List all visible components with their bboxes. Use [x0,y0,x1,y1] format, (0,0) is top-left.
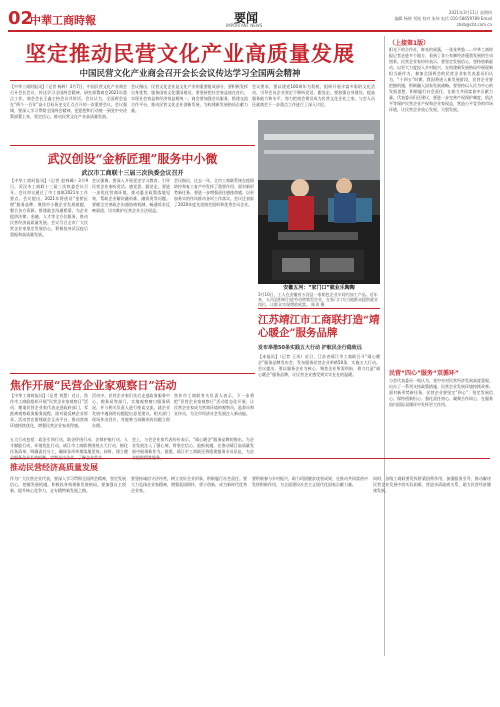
jiangsu-headline: 江苏靖江市工商联打造“靖心暖企”服务品牌 [258,314,380,339]
divider-1 [10,145,255,146]
wuhan-headline: 武汉创设“金桥匠理”服务中小微 [47,152,218,166]
section-title: 要闻 [234,11,259,25]
bottom-col-1: 作为广大民营企业代表，要深入学习贯彻全国两会精神，坚定发展信心，把握发展机遇，积极投身构建新发展格局。要加强自主创新，提升核心竞争力，走专精特新发展之路。 [10,476,126,493]
lead-col-2: 会议指出，民营文化企业是文化产业的重要组成部分，要积极发挥自身优势，服务国家文化强国建设。要坚持把社会效益放在首位，实现社会效益和经济效益相统一。商会要加强会员服务，搭建交流合作平台，推动民营文化企业创新发展，为构建新发展格局贡献力量。 [131,84,248,113]
section-title-en: IMPORTANT NEWS [226,23,263,28]
bottom-col-2: 要坚持诚信守法经营，树立良好企业形象，积极履行社会责任。要大力弘扬企业家精神，增强爱国情怀，勇于创新，成为新时代优秀企业家。 [131,476,247,493]
divider-bottom [10,458,490,459]
wuhan-col-3: 会议指出，过去一年，全市工商联系统在疫情防控和复工复产中发挥了重要作用。面对新形势新任务，要进一步增强责任感使命感，以更加务实的作风推动各项工作落实。会议还表彰了2020年度先进商会组织和优秀会员企业。 [174,178,254,207]
photo-caption: 3月10日，工人在安徽省五河县一家箱包企业车间内加工产品。近年来，五河县积极引进劳动密集型企业，在家门口为当地群众提供就业岗位，让群众实现增收致富。 陈贵 摄 [258,292,378,307]
jiangsu-subhead: 发布举措50条实践五大行动 护航民企行稳致远 [258,345,362,351]
masthead [8,8,492,32]
factory-photo [258,120,380,290]
bottom-col-3: 要积极参与乡村振兴，助力巩固脱贫攻坚成果，在推动共同富裕中发挥积极作用，为全面建设社会主义现代化国家贡献力量。 [252,476,368,487]
right-col-1: 阳光下的合作社，鲜亮的果蔬，一张张笑脸……中华工商时报记者走进多个地方，看到了非公有制经济蓬勃发展的生动图景。民营企业家纷纷表示，要坚定发展信心，坚持创新驱动，以更大力度投入乡村振兴，在构建新发展格局中展现新担当新作为。参加全国两会的民营企业家代表委员们认为，“十四五”时期，我国将进入新发展阶段，民营企业要把握机遇，积极融入国家发展战略。要坚持以人民为中心的发展思想，积极履行社会责任，在助力共同富裕中贡献力量。代表委员们还建议，要进一步完善产权保护制度，依法平等保护民营企业产权和企业家权益，营造公平竞争的市场环境，让民营企业放心发展、大胆发展。 [389,47,493,112]
right-subtitle: 民营“四心”服务“双循环” [389,370,459,377]
jiaozuo-col-3: 焦作市工商联有关负责人表示，下一步将把“民营企业家观察日”活动常态化开展，让民营企业家成为营商环境的观察员、监督员和宣传员，为全市经济社会发展注入新动能。 [174,393,254,416]
issue-contact: 编辑 杨婷 刘锐 校对 朱伟 电话 010-58659789 Email zhsb@cbt.com.cn [394,16,492,27]
lead-subhead: 中国民营文化产业商会召开会长会议传达学习全国两会精神 [79,69,301,79]
lead-rule [10,80,375,81]
jiangsu-col-2: 五大行动包括：政治引领行动、助企纾困行动、法律护航行动、人才赋能行动、环境优化行动。靖江市工商联将围绕五大行动，细化任务清单，明确责任分工，确保各项举措落地见效。同时，建立健 [10,437,128,454]
lead-col-1: 【中华工商时报讯】（记者 杨婷）3月7日，中国民营文化产业商会召开会长会议，传达学习全国两会精神，研究部署商会2021年重点工作。商会会长王鑫主持会议并讲话。会议认为，全国两会是在“两个一百年”奋斗目标历史交汇点召开的一次重要会议。会议强调，要深入学习贯彻全国两会精神，把思想和行动统一到党中央决策部署上来，坚定信心，推动民营文化产业高质量发展。 [10,84,127,119]
factory-photo-image [258,120,380,290]
wuhan-col-2: 会议强调，要深入开展党史学习教育，引导民营企业家听党话、感党恩、跟党走。要进一步优化营商环境，推动惠企政策落地见效，帮助企业解决融资难、融资贵等问题。要健全完善政企沟通协商机制，畅通诉求反映渠道，切实维护民营企业合法权益。 [92,178,170,213]
page-number: 02 [8,8,34,29]
jiaozuo-col-1: 【中华工商时报讯】（记者 刘慧）近日，焦作市工商联组织开展“民营企业家观察日”活动，邀请民营企业家代表走进政府部门，零距离观察政务服务流程，面对面反映企业诉求。活动旨在搭建政企互动平台，推动营商环境持续优化，增强民营企业家获得感。 [10,393,88,428]
right-continued-label: （上接第1版） [389,40,430,47]
lead-headline: 坚定推动民营文化产业高质量发展 [25,41,355,66]
jiaozuo-headline: 焦作开展“民营企业家观察日”活动 [10,379,177,392]
wuhan-col-1: 【中华工商时报讯】（记者 赵林峰）3月9日，武汉市工商联十三届三次执委会议召开。会议审议通过了市工商联2021年工作要点。会议提出，2021年将创设“金桥匠理”服务品牌，聚焦中小微企业发展难题，整合各方资源，搭建政企沟通桥梁，为企业提供法律、金融、人才等全方位服务，推动民营经济高质量发展。会议号召全市广大民营企业家坚定发展信心，积极投身武汉疫后重振和高质量发展。 [10,178,88,237]
jiangsu-col-1: 【本报讯】（记者 王凤）近日，江苏省靖江市工商联召开“靖心暖企”服务品牌发布会，发布服务民营企业举措50条，实施五大行动。会议提出，要以服务企业为核心，聚焦企业所需所盼，着力打造“靖心暖企”服务品牌，让民营企业感受到实实在在的温暖。 [258,354,380,377]
photo-title: 安徽五河：“家门口”就业乐陶陶 [258,284,380,291]
jiangsu-col-3: 会上，与会企业家代表纷纷表示，“靖心暖企”服务品牌的推出，为企业发展注入了强心剂，将坚定信心、抢抓机遇，在推动靖江高质量发展中展现新作为。据悉，靖江市工商联还将组建服务专员队伍，为企 [132,437,254,454]
bottom-headline: 推动民营经济高质量发展 [10,462,98,472]
lead-col-3: 会议要求，要以建党100周年为契机，组织开展丰富多彩的文化活动，引导会员企业坚定不移听党话、跟党走。要加强自身建设，提高服务能力和水平，努力把商会建设成为民营文化企业之家。与会人员还就商会下一步重点工作进行了深入讨论。 [252,84,375,107]
issue-meta [372,10,492,28]
newspaper-name: 中華工商時報 [30,14,96,27]
divider-photo [258,308,380,309]
jiaozuo-col-2: 活动中，民营企业家们先后走进政务服务中心、税务局等部门，实地观察窗口服务情况，并与相关负责人进行座谈交流，就企业发展中遇到的问题提出意见建议。相关部门现场作出回应，对能够当场解决的问题立即办理。 [92,393,170,428]
issue-date: 2021年3月11日 星期四 [448,10,492,15]
right-col-2: 与会代表委员一致认为，党中央对民营经济发展高度重视，出台了一系列支持政策措施，民营企业发展环境持续改善。面对新形势新任务，民营企业要坚定“四心”：坚定发展信心、保持创新恒心、强化责任初心、凝聚合作同心，在服务国内国际双循环中发挥更大作用。 [389,378,493,407]
wuhan-subhead: 武汉市工商联十三届三次执委会议召开 [81,170,184,177]
divider-2 [10,373,255,374]
bottom-col-4: 同时，各级工商联要发挥桥梁纽带作用，加强服务引导，推动解决民营企业发展中的实际困难，营造亲清政商关系，助力民营经济健康发展。 [373,476,491,493]
